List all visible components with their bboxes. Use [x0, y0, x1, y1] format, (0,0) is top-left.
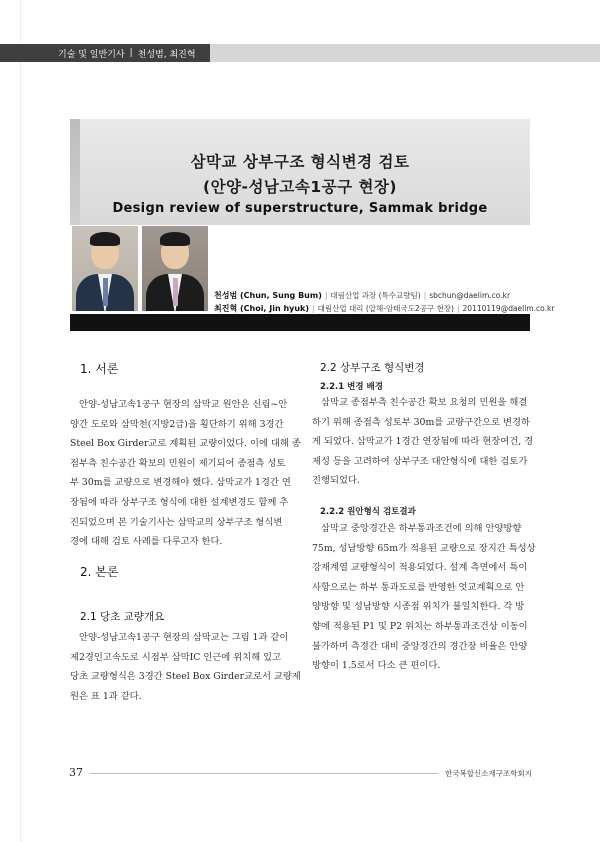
subsubsection-heading-review: 2.2.2 원안형식 검토결과	[320, 507, 416, 517]
author-photo-chun	[72, 226, 138, 311]
running-header	[0, 44, 600, 62]
author-info-1: 천성범 (Chun, Sung Bum) | 대림산업 과장 (특수교량팀) | sbchun@daelim.co.kr	[214, 291, 511, 300]
text-line: 제2경인고속도로 시점부 삼막IC 인근에 위치해 있고	[70, 651, 282, 663]
header-separator: |	[129, 48, 133, 58]
text-line: Steel Box Girder교로 계획된 교량이었다. 이에 대해 종	[70, 438, 301, 450]
author-email[interactable]: sbchun@daelim.co.kr	[429, 291, 511, 300]
review-paragraph	[312, 519, 536, 676]
text-line: 양방향 및 성남방향 시종점 위치가 불일치한다. 각 방	[312, 601, 525, 613]
text-line: 삼막교 종점부측 친수공간 확보 요청의 민원을 해결	[321, 397, 528, 408]
page-number: 37	[69, 766, 83, 779]
text-line: 부 30m를 교량으로 변경해야 했다. 삼막교가 1경간 연	[70, 477, 291, 489]
title-divider-bar	[70, 314, 530, 331]
title-korean-line2: (안양-성남고속1공구 현장)	[202, 178, 397, 196]
author-email[interactable]: 20110119@daelim.co.kr	[462, 304, 555, 313]
intro-paragraph	[70, 395, 301, 552]
title-english: Design review of superstructure, Sammak bridge	[112, 201, 488, 216]
text-line: 75m, 성남방향 65m가 적용된 교량으로 장지간 특성상	[312, 542, 536, 554]
text-line: 장됨에 따라 상부구조 형식에 대한 설계변경도 함께 추	[70, 496, 289, 508]
text-line: 사항으로는 하부 통과도로를 반영한 엇교계획으로 안	[312, 581, 525, 593]
text-line: 양간 도로와 삼막천(지방2급)을 횡단하기 위해 3경간	[70, 418, 284, 430]
text-line: 진되었으며 본 기술기사는 삼막교의 상부구조 형식변	[70, 516, 283, 528]
background-paragraph	[312, 393, 532, 491]
section-heading-body: 2. 본론	[80, 565, 119, 579]
text-line: 점부측 친수공간 확보의 민원이 제기되어 종점측 성토	[70, 457, 286, 469]
author-affiliation: 대림산업 과장 (특수교량팀)	[330, 291, 421, 300]
subsubsection-heading-background: 2.2.1 변경 배경	[320, 382, 383, 392]
header-label	[0, 44, 210, 62]
title-korean-line1: 삼막교 상부구조 형식변경 검토	[190, 153, 410, 171]
text-line: 방향이 1.5로서 다소 큰 편이다.	[312, 660, 441, 672]
header-bar	[210, 44, 600, 62]
text-line: 안양-성남고속1공구 현장의 삼막교 원안은 신림~안	[79, 399, 288, 410]
text-line: 하기 위해 종점측 성토부 30m를 교량구간으로 변경하	[312, 416, 530, 428]
text-line: 게 되었다. 삼막교가 1경간 연장됨에 따라 현장여건, 경	[312, 436, 534, 448]
text-line: 삼막교 중앙경간은 하부통과조건에 의해 안양방향	[321, 523, 522, 534]
text-line: 원은 표 1과 같다.	[70, 690, 142, 702]
photo-tie	[173, 278, 178, 306]
text-line: 진행되었다.	[312, 475, 360, 487]
author-name: 최진혁 (Choi, Jin hyuk)	[214, 304, 310, 313]
text-line: 불가하며 측경간 대비 중앙경간의 경간장 비율은 안양	[312, 640, 528, 652]
text-line: 강재계열 교량형식이 적용되었다. 설계 측면에서 특이	[312, 562, 528, 574]
subsection-heading-original: 2.1 당초 교량개요	[80, 611, 165, 623]
author-info-2: 최진혁 (Choi, Jin hyuk) | 대림산업 대리 (압해-암태국도2공구 현장) | 20110119@daelim.co.kr	[214, 304, 555, 313]
photo-hair	[90, 232, 120, 246]
text-line: 제성 등을 고려하여 상부구조 대안형식에 대한 검토가	[312, 455, 528, 467]
text-line: 안양-성남고속1공구 현장의 삼막교는 그림 1과 같이	[79, 632, 289, 643]
original-bridge-paragraph	[70, 628, 301, 706]
author-name: 천성범 (Chun, Sung Bum)	[214, 291, 322, 300]
author-affiliation: 대림산업 대리 (압해-암태국도2공구 현장)	[317, 304, 454, 313]
footer-rule	[90, 773, 438, 774]
photo-tie	[103, 278, 108, 306]
header-category: 기술 및 일반기사	[58, 49, 125, 60]
text-line: 경에 대해 검토 사례를 다루고자 한다.	[70, 536, 223, 548]
section-heading-intro: 1. 서론	[80, 362, 119, 376]
photo-hair	[160, 232, 190, 246]
text-line: 향에 적용된 P1 및 P2 위치는 하부통과조건상 이동이	[312, 620, 528, 632]
page-margin-strip	[0, 0, 21, 842]
subsection-heading-change: 2.2 상부구조 형식변경	[320, 362, 425, 374]
header-authors: 천성범, 최진혁	[137, 49, 196, 60]
title-block	[70, 119, 530, 225]
text-line: 당초 교량형식은 3경간 Steel Box Girder교로서 교량제	[70, 671, 301, 683]
journal-name: 한국복합신소재구조학회지	[445, 769, 532, 778]
author-photo-choi	[142, 226, 208, 311]
